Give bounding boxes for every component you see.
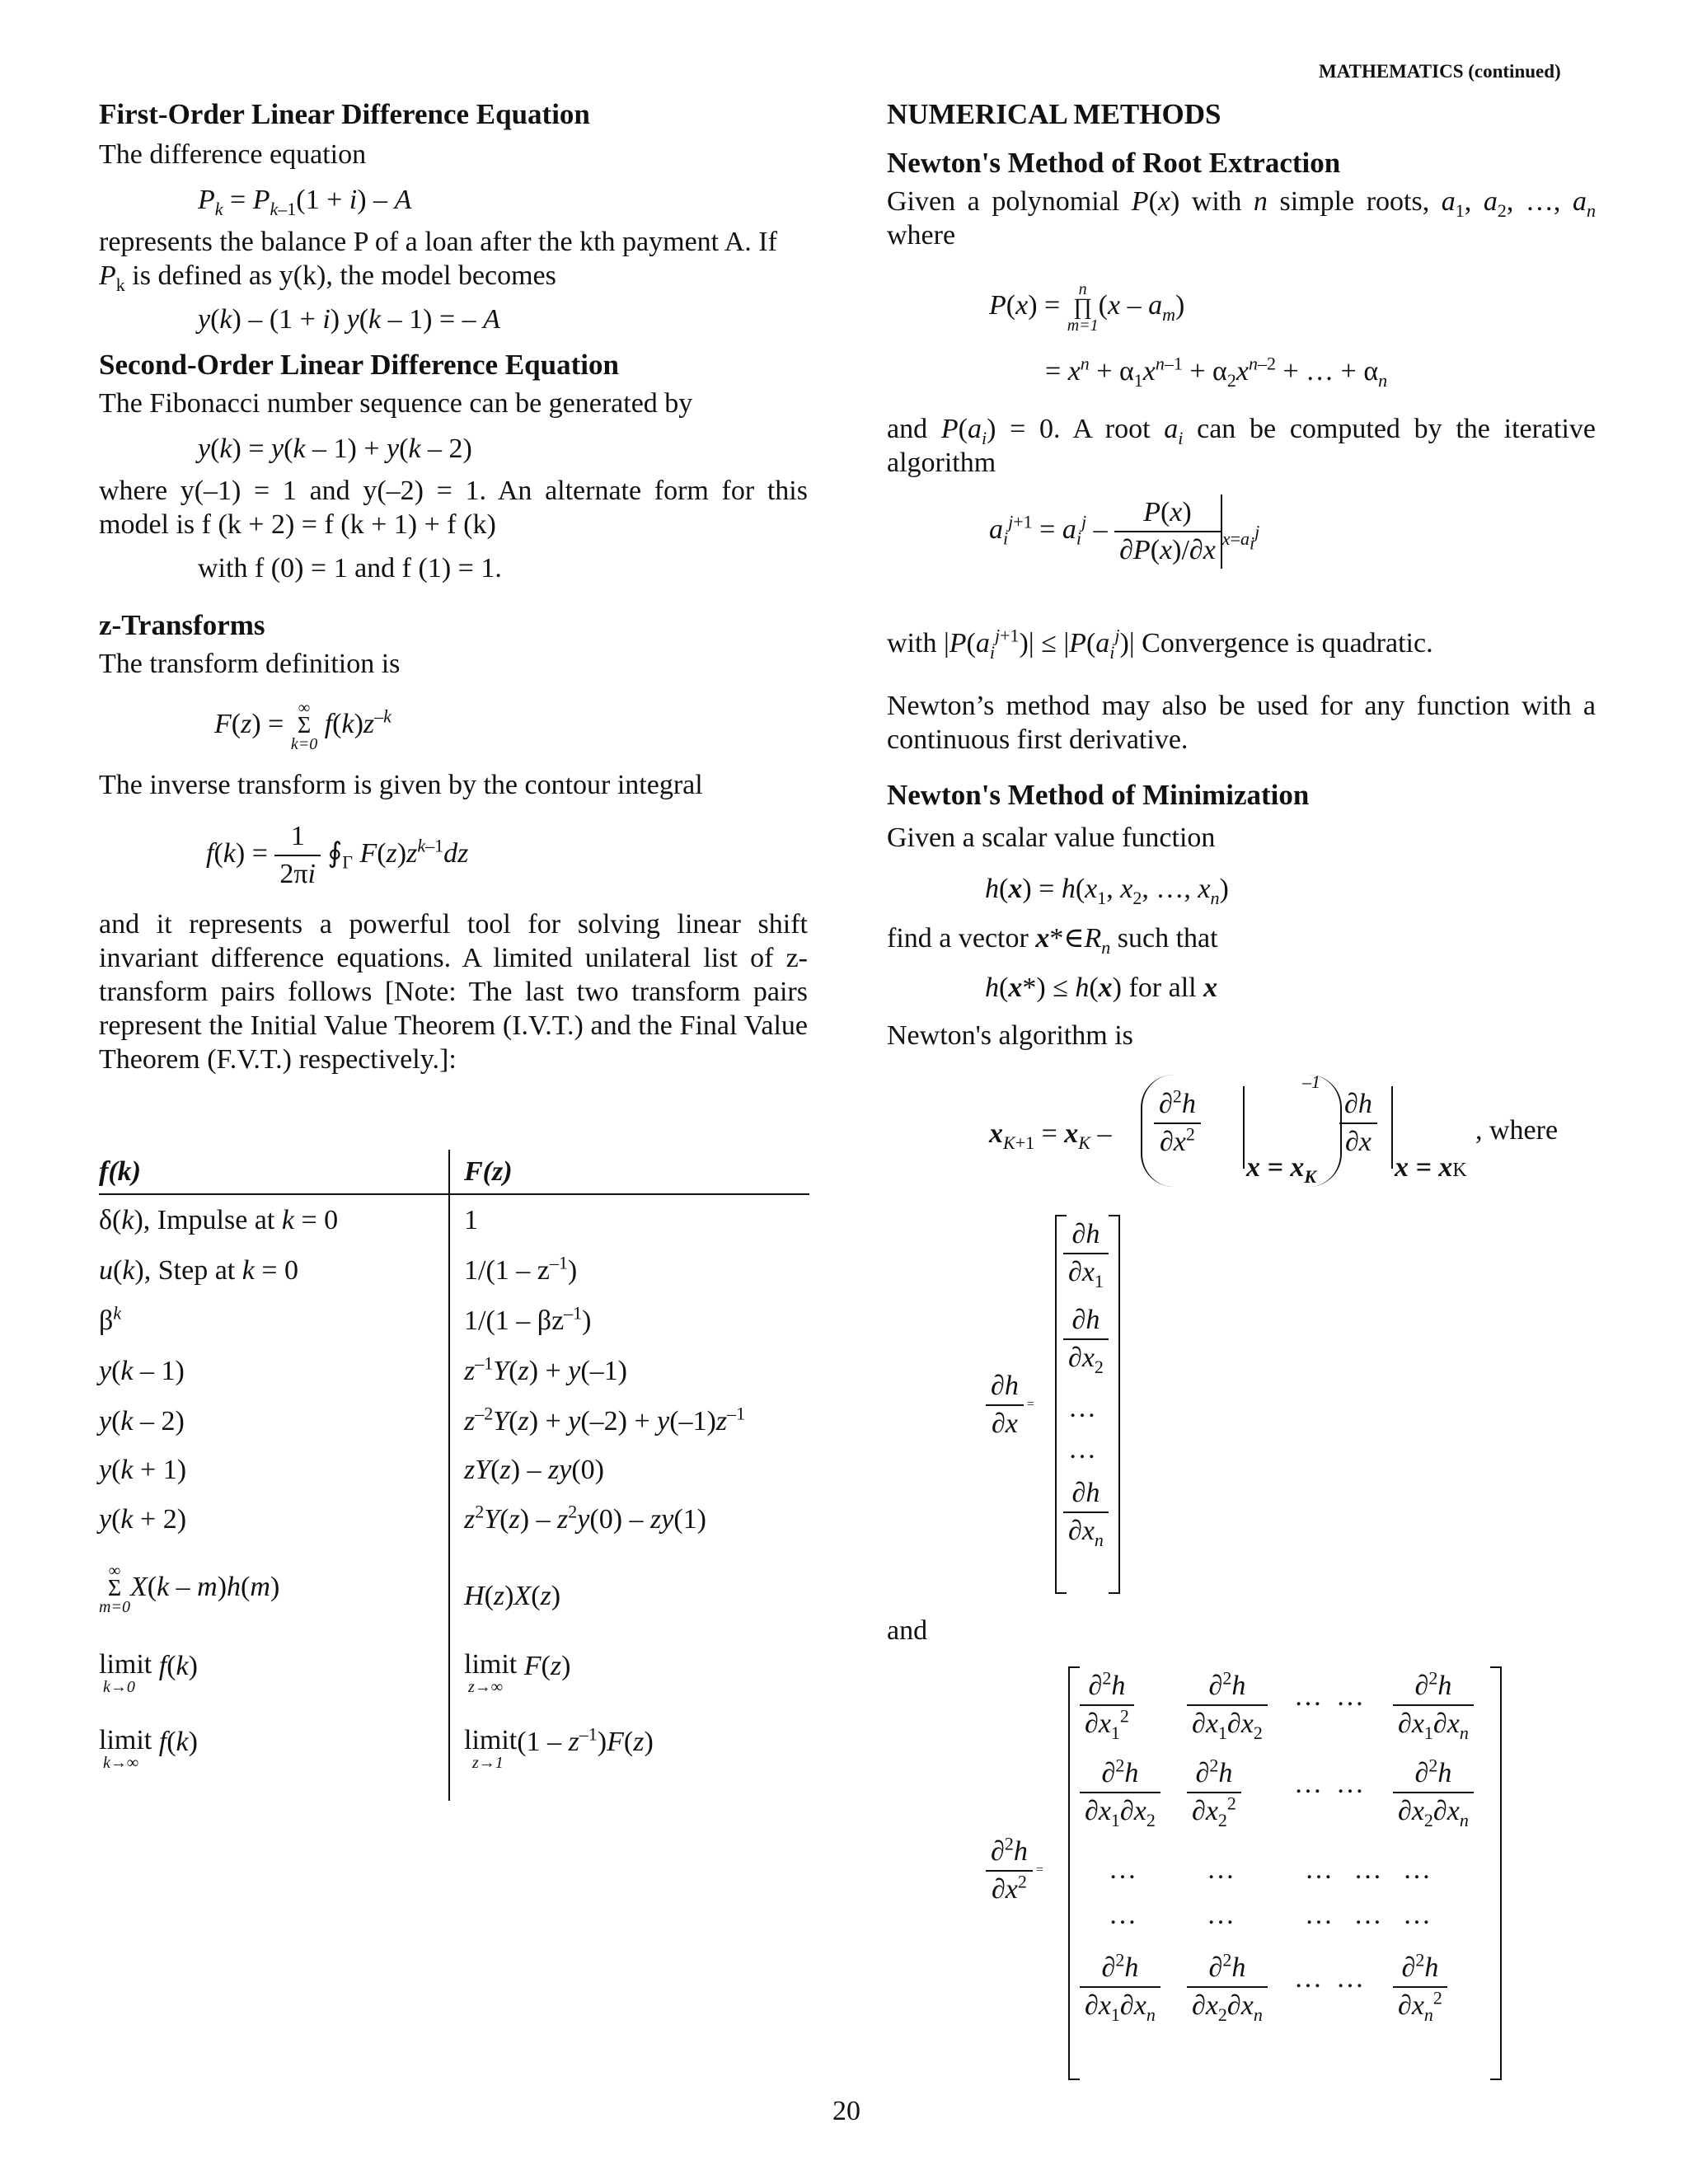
root-intro: Given a polynomial P(x) with n simple roots, $a_1$, $a_2$, …, $a_n$ where	[887, 186, 1597, 251]
newton-any-function	[887, 689, 1596, 757]
first-intro: The difference equation	[99, 139, 367, 170]
hessian-ellipsis-row: … … … … …	[1109, 1900, 1431, 1930]
hessian-entry-1n: $\frac{\partial^2h}{\partial x_1\partial x_n}$	[1393, 1668, 1474, 1742]
gradient-entry-2: $\frac{\partial h}{\partial x_2}$	[1063, 1302, 1109, 1376]
equation-newton-iteration: $a_i^{j+1} = a_i^j$ – $\frac{P(x)}{\partial P(x)/\partial x}$ $_{x=a_i^j}$	[989, 494, 1259, 569]
hessian-entry-21: $\frac{\partial^2h}{\partial x_1\partial x_2}$	[1080, 1755, 1160, 1830]
heading-newton-min: Newton's Method of Minimization	[887, 779, 1310, 811]
convergence-line: with $|P(a_i^{j+1})| \le |P(a_i^j)|$ Convergence is quadratic.	[887, 625, 1433, 663]
heading-second-order: Second-Order Linear Difference Equation	[99, 349, 619, 381]
heading-z-transforms: z-Transforms	[99, 609, 265, 641]
z-text: and it represents a powerful tool for solving linear shift invariant difference equations. A limited unilateral list of z-transform pairs follows [Note: The last two transform pairs represent the Initial Value Theorem (I.V.T.) and the Final Value Theorem (F.V.T.) respectively.]:	[99, 909, 808, 1075]
table-row: y(k – 1)	[99, 1356, 185, 1386]
equation-min-condition: h(x*) ≤ h(x) for all x	[985, 972, 1218, 1003]
min-alg: Newton's algorithm is	[887, 1020, 1133, 1051]
gradient-ellipsis-1: …	[1068, 1393, 1096, 1423]
eval-bar-2	[1391, 1086, 1393, 1169]
inverse-exponent: –1	[1302, 1071, 1320, 1092]
table-row: y(k – 2)	[99, 1406, 185, 1436]
gradient-entry-n: $\frac{\partial h}{\partial x_n}$	[1063, 1475, 1109, 1549]
gradient-fraction: $\frac{\partial h}{\partial x}$	[1339, 1086, 1377, 1160]
table-cell: limit z→∞ F(z)	[464, 1649, 571, 1696]
table-row: limit k→0 f(k)	[99, 1649, 198, 1696]
hessian-entry-11: $\frac{\partial^2h}{\partial x_1^2}$	[1080, 1668, 1134, 1742]
hessian-bracket-left	[1068, 1666, 1080, 2080]
hessian-entry-22: $\frac{\partial^2h}{\partial x_2^2}$	[1187, 1755, 1241, 1830]
right-column	[887, 97, 1596, 252]
table-row: δ(k), Impulse at k = 0	[99, 1205, 339, 1235]
second-intro: The Fibonacci number sequence can be generated by	[99, 388, 693, 419]
table-cell: 1	[464, 1205, 478, 1235]
convergence-text: Convergence is quadratic.	[1142, 628, 1433, 658]
left-column	[99, 97, 808, 1076]
equation-model: y(k) – (1 + i) y(k – 1) = – A	[198, 304, 500, 335]
hessian-entry-nn: $\frac{\partial^2h}{\partial x_n^2}$	[1393, 1950, 1447, 2024]
table-row: u(k), Step at k = 0	[99, 1255, 299, 1286]
eval-at-2: x = xK	[1395, 1152, 1467, 1183]
equation-newton-update: $x_{K+1} = x_K$ –	[989, 1118, 1112, 1153]
eval-at-1: $x = x_K$	[1246, 1152, 1317, 1187]
hessian-bracket-right	[1490, 1666, 1502, 2080]
table-row: limit k→∞ f(k)	[99, 1725, 198, 1772]
hessian-entry-2n: $\frac{\partial^2h}{\partial x_2\partial x_n}$	[1393, 1755, 1474, 1830]
equation-z-transform: F(z) = ∞ Σ k=0 $f(k)z^{-k}$	[214, 699, 392, 753]
equation-loan: $P_k = P_{k-1}(1 + i) - A$	[198, 185, 412, 219]
gradient-lhs: $\frac{\partial h}{\partial x}$ =	[986, 1368, 1034, 1442]
equation-polynomial-expanded: = $x^n + \alpha_1x^{n-1} + \alpha_2x^{n-2}$ + … + $\alpha_n$	[1045, 353, 1388, 391]
second-text: where y(–1) = 1 and y(–2) = 1. An alternate form for this model is f (k + 2) = f (k + 1) + f (k)	[99, 476, 808, 540]
hessian-ellipsis: … …	[1294, 1963, 1364, 1994]
table-header-rule	[99, 1193, 809, 1195]
gradient-ellipsis-2: …	[1068, 1434, 1096, 1465]
table-cell: limit z→1 $(1 - z^{-1})F(z)$	[464, 1723, 654, 1772]
page-number: 20	[832, 2096, 860, 2126]
table-cell: H(z)X(z)	[464, 1581, 561, 1611]
min-find: find a vector $x*\in R_n$ such that	[887, 923, 1218, 958]
eval-bar-1	[1243, 1086, 1245, 1169]
root-text: and $P(a_i) = 0$. A root $a_i$ can be computed by the iterative algorithm	[887, 414, 1597, 478]
first-text-p: P	[99, 260, 116, 291]
table-cell: $1/(1 - \beta z^{-1})$	[464, 1302, 592, 1336]
table-row: ∞ Σ m=0 X(k – m)h(m)	[99, 1562, 280, 1616]
z-inverse-intro: The inverse transform is given by the contour integral	[99, 770, 703, 800]
table-head-F: F(z)	[464, 1156, 513, 1187]
hessian-ellipsis: … …	[1294, 1681, 1364, 1712]
table-row: $\beta^k$	[99, 1302, 122, 1336]
heading-first-order: First-Order Linear Difference Equation	[99, 98, 590, 130]
equation-scalar-function: $h(x) = h(x_1$, $x_2$, …, $x_n$)	[985, 874, 1229, 908]
z-def: The transform definition is	[99, 649, 401, 679]
where-label: , where	[1475, 1115, 1559, 1146]
min-intro: Given a scalar value function	[887, 823, 1216, 853]
hessian-entry-n2: $\frac{\partial^2h}{\partial x_2\partial x_n}$	[1187, 1950, 1268, 2024]
table-head-f: f(k)	[99, 1156, 141, 1187]
first-text-rest: is defined as y(k), the model becomes	[124, 260, 556, 291]
gradient-entry-1: $\frac{\partial h}{\partial x_1}$	[1063, 1216, 1109, 1291]
gradient-bracket-right	[1109, 1215, 1120, 1594]
table-cell: $1/(1 - z^{-1})$	[464, 1252, 578, 1286]
root-text-2: Newton’s method may also be used for any function with a continuous first derivative.	[887, 691, 1596, 755]
second-with: with f (0) = 1 and f (1) = 1.	[198, 553, 502, 583]
and-label: and	[887, 1615, 928, 1646]
table-vertical-rule	[448, 1150, 450, 1801]
hessian-ellipsis: … …	[1294, 1769, 1364, 1799]
first-text-1: represents the balance P of a loan after the kth payment A. If	[99, 227, 777, 257]
table-cell: $z^2Y(z) - z^2y(0) - zy(1)$	[464, 1501, 707, 1535]
table-row: y(k + 2)	[99, 1504, 187, 1535]
equation-polynomial-product: P(x) = n ∏ m=1 $(x - a_m)$	[989, 280, 1185, 335]
first-text-sub: k	[115, 274, 125, 295]
equation-inverse-z: f(k) = $\frac{1}{2\pi i}$ $∮_\Gamma$ $F(z)z^{k-1}dz$	[206, 818, 808, 893]
hessian-fraction: $\frac{\partial^2h}{\partial x^2}$	[1154, 1086, 1201, 1160]
hessian-entry-n1: $\frac{\partial^2h}{\partial x_1\partial x_n}$	[1080, 1950, 1160, 2024]
table-cell: $z^{-1}Y(z) + y(-1)$	[464, 1352, 627, 1386]
with-label: with	[887, 628, 937, 658]
equation-fibonacci: y(k) = y(k – 1) + y(k – 2)	[198, 434, 472, 464]
heading-numerical-methods: NUMERICAL METHODS	[887, 98, 1221, 130]
hessian-lhs: $\frac{\partial^2h}{\partial x^2}$ =	[986, 1834, 1043, 1908]
hessian-entry-12: $\frac{\partial^2h}{\partial x_1\partial x_2}$	[1187, 1668, 1268, 1742]
table-cell: zY(z) – zy(0)	[464, 1455, 605, 1485]
first-text-2	[99, 259, 808, 293]
table-row: y(k + 1)	[99, 1455, 187, 1485]
table-cell: $z^{-2}Y(z) + y(-2) + y(-1)z^{-1}$	[464, 1403, 746, 1436]
heading-newton-root: Newton's Method of Root Extraction	[887, 147, 1341, 179]
hessian-ellipsis-row: … … … … …	[1109, 1854, 1431, 1885]
running-head: MATHEMATICS (continued)	[1319, 61, 1561, 82]
